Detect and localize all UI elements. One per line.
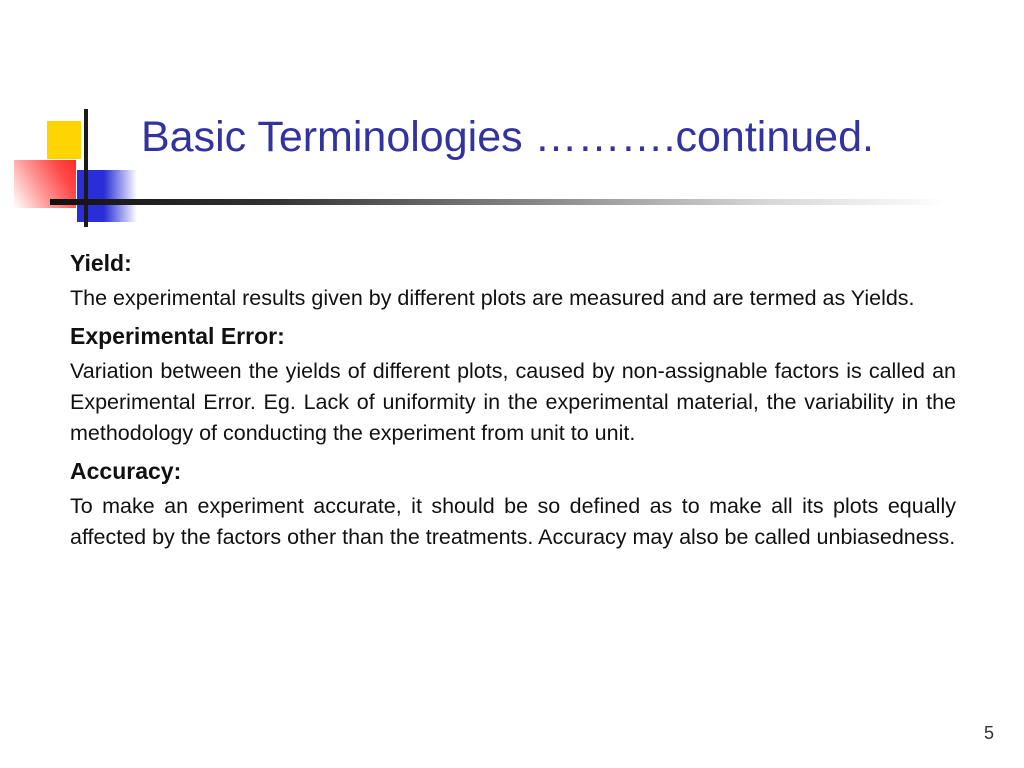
section-heading: Experimental Error: xyxy=(70,323,285,349)
slide-title: Basic Terminologies ……….continued. xyxy=(141,113,874,161)
title-divider xyxy=(50,199,950,205)
section-text: To make an experiment accurate, it should be so defined as to make all its plots equally affected by the factors other than the treatments. Accuracy may also be called unbiasedness. xyxy=(70,494,956,549)
section-accuracy xyxy=(70,454,956,553)
section-heading: Yield: xyxy=(70,250,132,276)
section-yield xyxy=(70,246,956,314)
section-text: The experimental results given by different plots are measured and are termed as Yields. xyxy=(70,286,915,310)
slide-content xyxy=(70,246,956,558)
page-number: 5 xyxy=(983,723,994,743)
decorative-logo xyxy=(0,100,160,240)
section-experimental-error xyxy=(70,319,956,449)
logo-vertical-line xyxy=(84,109,88,227)
section-text: Variation between the yields of different plots, caused by non-assignable factors is called an Experimental Error. Eg. Lack of uniformity in the experimental material, the variability in the methodology of conducting the experiment from unit to unit. xyxy=(70,359,956,445)
logo-yellow-square xyxy=(47,121,81,159)
section-heading: Accuracy: xyxy=(70,458,182,484)
